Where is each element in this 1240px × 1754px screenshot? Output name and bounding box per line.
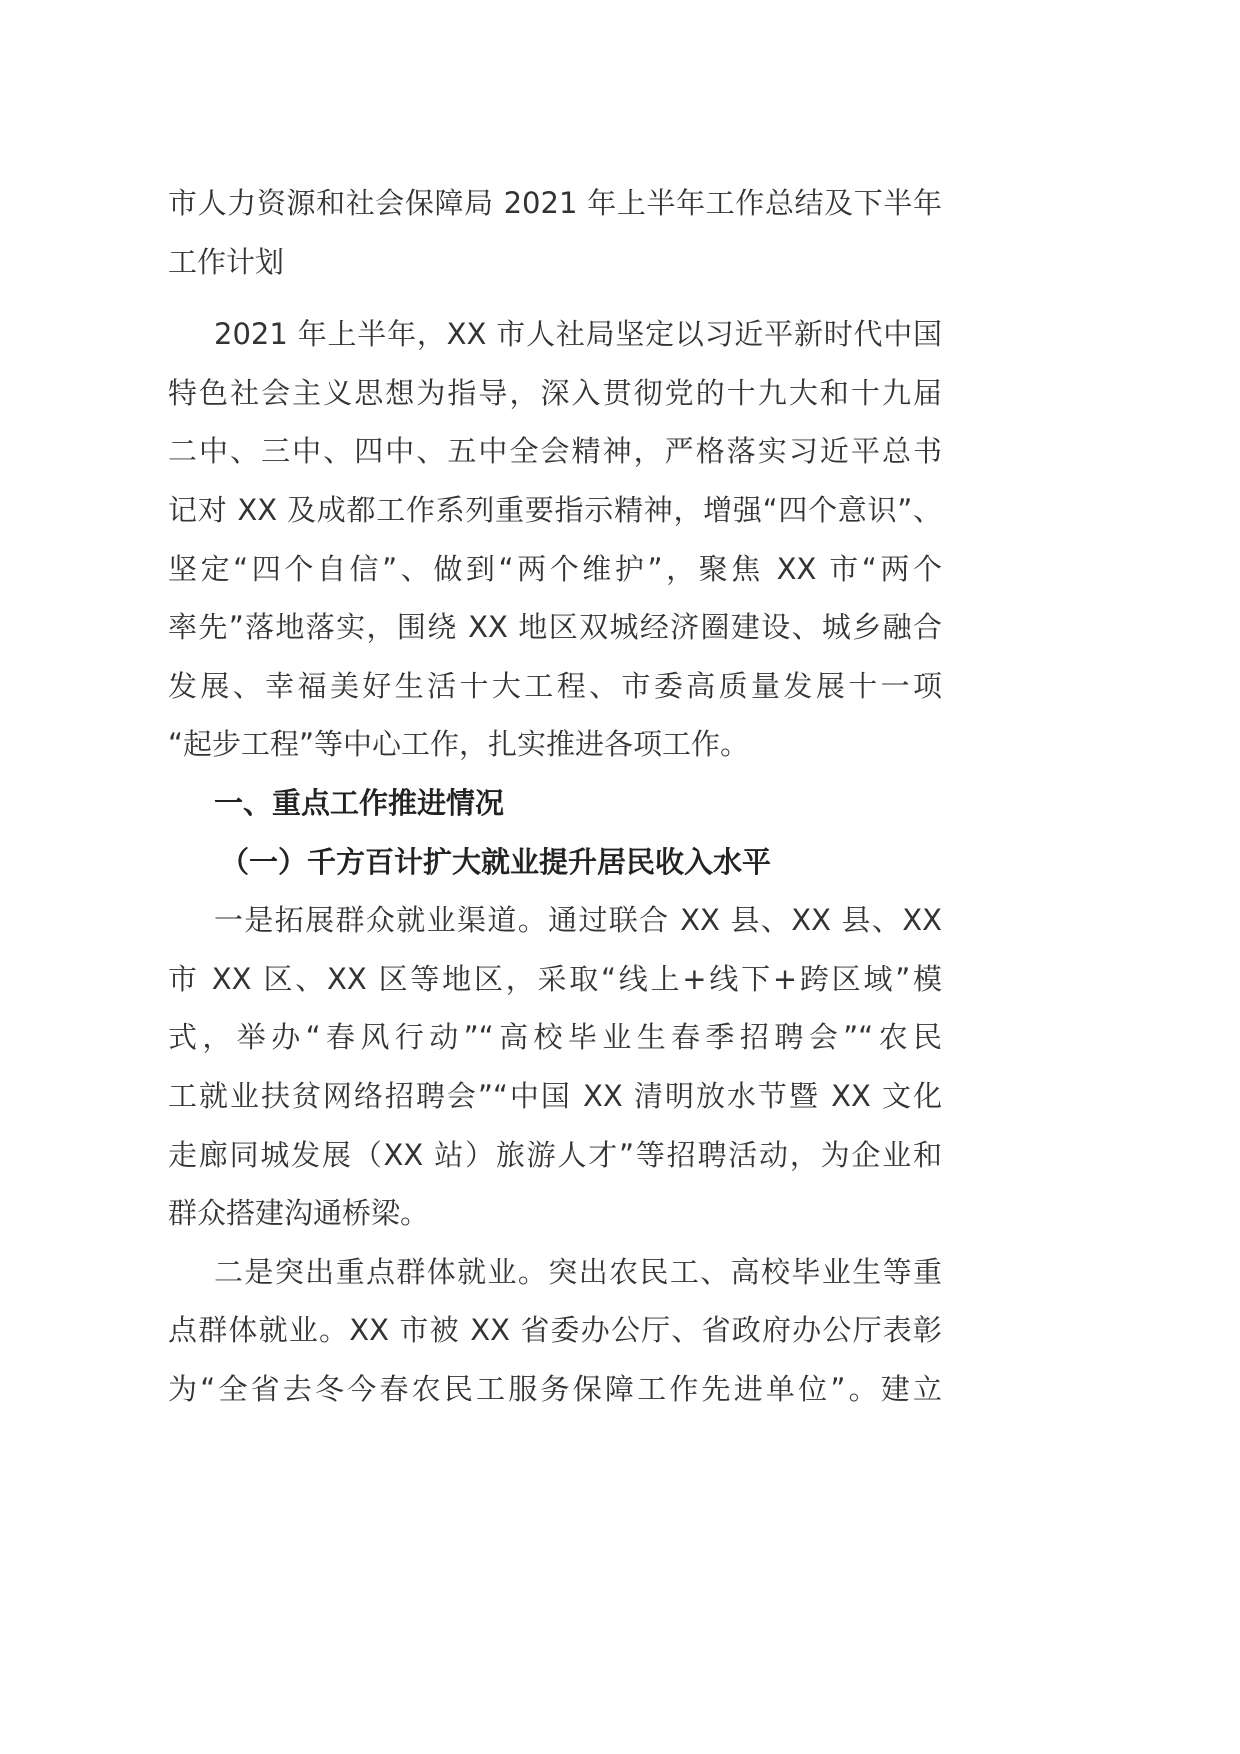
subsection-heading: （一）千方百计扩大就业提升居民收入水平 — [220, 844, 772, 879]
text-line: 为“全省去冬今春农民工服务保障工作先进单位”。建立 — [168, 1371, 942, 1406]
text-line: 率先”落地落实，围绕 XX 地区双城经济圈建设、城乡融合 — [168, 610, 942, 645]
title-line: 工作计划 — [168, 244, 285, 279]
document-title — [168, 174, 942, 291]
text-line: 二是突出重点群体就业。突出农民工、高校毕业生等重 — [214, 1254, 942, 1289]
document-page — [168, 174, 942, 1418]
paragraph-employment-channels — [168, 891, 942, 1243]
title-line: 市人力资源和社会保障局 2021 年上半年工作总结及下半年 — [168, 186, 942, 220]
paragraph-key-groups — [168, 1243, 942, 1419]
text-line: 一是拓展群众就业渠道。通过联合 XX 县、XX 县、XX — [214, 903, 942, 938]
text-line: 走廊同城发展（XX 站）旅游人才”等招聘活动，为企业和 — [168, 1137, 942, 1172]
text-line: 式，举办“春风行动”“高校毕业生春季招聘会”“农民 — [168, 1020, 942, 1055]
text-line: 坚定“四个自信”、做到“两个维护”，聚焦 XX 市“两个 — [168, 551, 942, 586]
text-line: 2021 年上半年，XX 市人社局坚定以习近平新时代中国 — [214, 317, 942, 352]
section-heading: 一、重点工作推进情况 — [214, 785, 505, 820]
text-line: 工就业扶贫网络招聘会”“中国 XX 清明放水节暨 XX 文化 — [168, 1078, 942, 1113]
text-line: 群众搭建沟通桥梁。 — [168, 1196, 430, 1231]
intro-paragraph — [168, 305, 942, 774]
text-line: 点群体就业。XX 市被 XX 省委办公厅、省政府办公厅表彰 — [168, 1313, 942, 1348]
text-line: “起步工程”等中心工作，扎实推进各项工作。 — [168, 727, 750, 762]
text-line: 发展、幸福美好生活十大工程、市委高质量发展十一项 — [168, 668, 942, 703]
text-line: 特色社会主义思想为指导，深入贯彻党的十九大和十九届 — [168, 375, 942, 410]
text-line: 市 XX 区、XX 区等地区，采取“线上+线下+跨区域”模 — [168, 961, 942, 996]
text-line: 记对 XX 及成都工作系列重要指示精神，增强“四个意识”、 — [168, 492, 942, 527]
text-line: 二中、三中、四中、五中全会精神，严格落实习近平总书 — [168, 434, 942, 469]
